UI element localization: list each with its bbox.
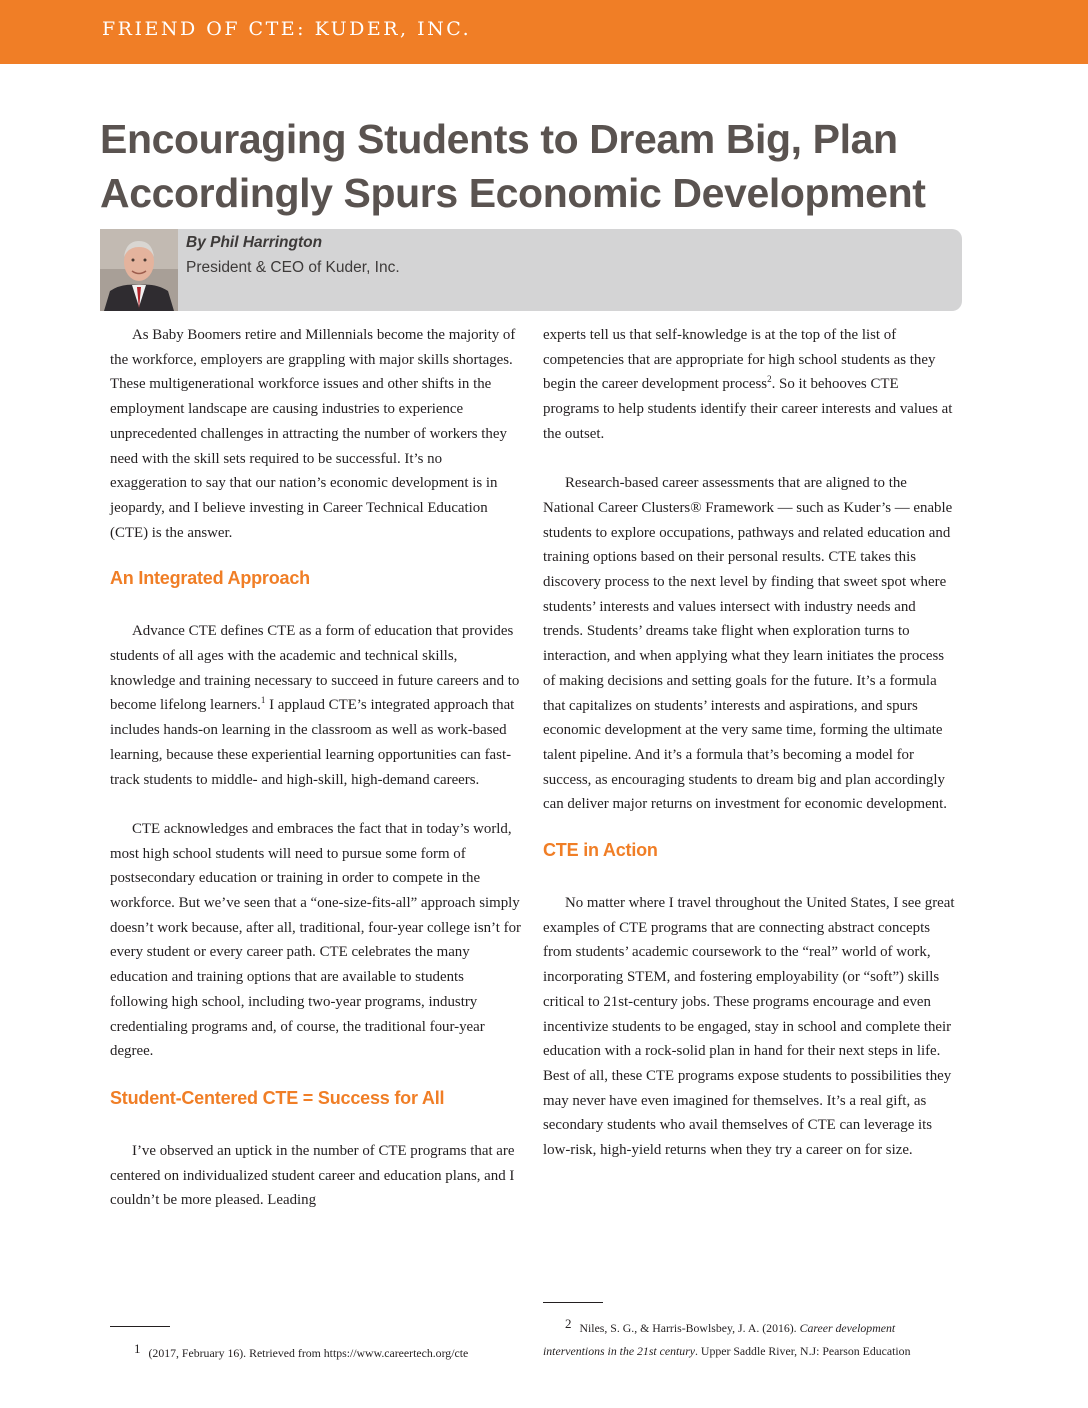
footnote-1 [134,1337,534,1365]
section-heading: CTE in Action [543,840,658,861]
paragraph: No matter where I travel throughout the United States, I see great examples of CTE programs that are connecting abstract concepts from students’ academic coursework to the “real” world of work, incorporating STEM, and fostering employability (or “soft”) skills critical to 21st-century jobs. These programs encourage and even incentivize students to be engaged, stay in school and complete their education with a rock-solid plan in hand for their next steps in life. Best of all, these CTE programs expose students to possibilities they may never have even imagined for themselves. It’s a real gift, as secondary students who avail themselves of CTE can leverage its low-risk, high-yield returns when they try a career on for size. [543,895,955,1159]
author-photo [100,229,178,311]
paragraph-text: experts tell us that self-knowledge is at the top of the list of competencies that are appropriate for high school students as they begin the career development process [543,327,936,393]
paragraph: As Baby Boomers retire and Millennials become the majority of the workforce, employers are grappling with major skills shortages. These multigenerational workforce issues and other shifts in the employment landscape are causing industries to experience unprecedented challenges in attracting the number of workers they need with the skill sets required to be successful. It’s no exaggeration to say that our nation’s economic development is in jeopardy, and I believe investing in Career Technical Education (CTE) is the answer. [110,327,516,541]
paragraph-text: Advance CTE defines CTE as a form of education that provides students of all ages with the academic and technical skills, knowledge and training necessary to succeed in future careers and to become lifelong learners. [110,623,520,714]
footnote-rule [543,1302,603,1303]
author-name: By Phil Harrington [186,234,323,251]
footnote-rule [110,1326,170,1327]
paragraph: Research-based career assessments that are aligned to the National Career Clusters® Framework — such as Kuder’s — enable students to explore occupations, pathways and related education and training options based on their personal results. CTE takes this discovery process to the next level by finding that sweet spot where students’ interests and values intersect with industry needs and trends. Students’ dreams take flight when exploration turns to interaction, and when applying what they learn initiates the process of making decisions and setting goals for the future. It’s a formula that capitalizes on students’ interests and aspirations, and spurs economic development at the very same time, forming the ultimate talent pipeline. And it’s a formula that’s becoming a model for success, as encouraging students to dream big and plan accordingly can deliver major returns on investment for economic development. [543,475,953,813]
paragraph: I’ve observed an uptick in the number of CTE programs that are centered on individualized student career and education plans, and I couldn’t be more pleased. Leading [110,1142,515,1209]
footnote-book-title: Career development interventions in the 21st century [543,1321,896,1358]
section-banner [0,0,1088,64]
footnote-number: 1 [134,1341,141,1356]
title-line-2: Accordingly Spurs Economic Development [100,170,926,216]
footnote-number: 2 [565,1316,572,1331]
author-portrait-image [100,229,178,311]
footnote-ref: 1 [260,695,266,706]
paragraph-text: I applaud CTE’s integrated approach that includes hands-on learning in the classroom as well as work-based learning, because these experiential learning opportunities can fast-track students to middle- and high-skill, high-demand careers. [110,697,515,788]
footnote-text: Niles, S. G., & Harris-Bowlsbey, J. A. (2016). [579,1321,800,1335]
paragraph: CTE acknowledges and embraces the fact that in today’s world, most high school students will need to pursue some form of postsecondary education or training in order to compete in the workforce. But we’ve seen that a “one-size-fits-all” approach simply doesn’t work because, after all, traditional, four-year college isn’t for every student or every career path. CTE celebrates the many education and training options that are available to students following high school, including two-year programs, industry credentialing programs and, of course, the traditional four-year degree. [110,820,521,1060]
title-line-1: Encouraging Students to Dream Big, Plan [100,116,898,162]
article-title [100,112,1060,220]
paragraph [110,619,522,792]
footnote-2 [543,1312,943,1363]
banner-label: FRIEND OF CTE: KUDER, INC. [102,18,472,40]
paragraph-text: . So it behooves CTE programs to help students identify their career interests and values at the outset. [543,376,953,442]
right-column [543,323,955,1163]
section-heading: Student-Centered CTE = Success for All [110,1087,445,1108]
footnote-text: (2017, February 16). Retrieved from https://www.careertech.org/cte [148,1346,469,1360]
paragraph [543,323,955,447]
footnote-ref: 2 [767,374,772,385]
left-column [110,323,522,1213]
author-role: President & CEO of Kuder, Inc. [186,259,400,276]
footnote-text: . Upper Saddle River, N.J: Pearson Education [695,1344,911,1358]
section-heading: An Integrated Approach [110,568,310,589]
